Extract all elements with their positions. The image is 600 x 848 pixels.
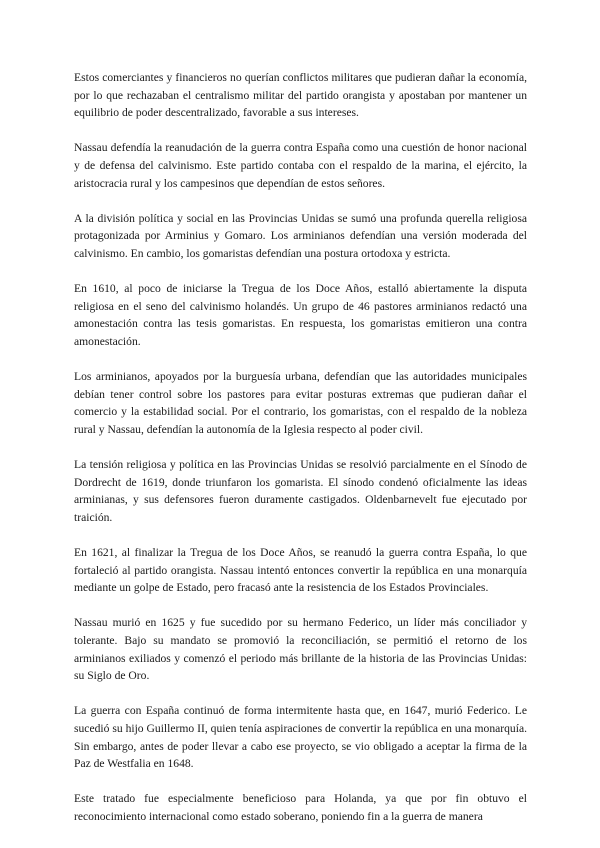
paragraph-2: Nassau defendía la reanudación de la guerra contra España como una cuestión de honor nacional y de defensa del calvinismo. Este partido contaba con el respaldo de la marina, el ejército, la aristocracia rural y los campesinos que dependían de estos señores. <box>74 141 527 190</box>
paragraph-1: Estos comerciantes y financieros no querían conflictos militares que pudieran dañar la economía, por lo que rechazaban el centralismo militar del partido orangista y apostaban por mantener un equilibrio de poder descentralizado, favorable a sus intereses. <box>74 71 527 120</box>
paragraph-3: A la división política y social en las Provincias Unidas se sumó una profunda querella religiosa protagonizada por Arminius y Gomaro. Los arminianos defendían una versión moderada del calvinismo. En cambio, los gomaristas defendían una postura ortodoxa y estricta. <box>74 211 527 260</box>
paragraph-10: Este tratado fue especialmente beneficioso para Holanda, ya que por fin obtuvo el reconocimiento internacional como estado soberano, poniendo fin a la guerra de manera <box>74 792 527 823</box>
paragraph-8: Nassau murió en 1625 y fue sucedido por su hermano Federico, un líder más conciliador y tolerante. Bajo su mandato se promovió la reconciliación, se permitió el retorno de los arminianos exiliados y comenzó el periodo más brillante de la historia de las Provincias Unidas: su Siglo de Oro. <box>74 616 527 683</box>
paragraph-7: En 1621, al finalizar la Tregua de los Doce Años, se reanudó la guerra contra España, lo que fortaleció al partido orangista. Nassau intentó entonces convertir la república en una monarquía mediante un golpe de Estado, pero fracasó ante la resistencia de los Estados Provinciales. <box>74 546 527 595</box>
paragraph-6: La tensión religiosa y política en las Provincias Unidas se resolvió parcialmente en el Sínodo de Dordrecht de 1619, donde triunfaron los gomarista. El sínodo condenó oficialmente las ideas arminianas, y sus defensores fueron duramente castigados. Oldenbarnevelt fue ejecutado por traición. <box>74 458 527 524</box>
paragraph-9: La guerra con España continuó de forma intermitente hasta que, en 1647, murió Federico. Le sucedió su hijo Guillermo II, quien tenía aspiraciones de convertir la república en una monarquía. Sin embargo, antes de poder llevar a cabo ese proyecto, se vio obligado a aceptar la firma de la Paz de Westfalia en 1648. <box>74 704 527 771</box>
paragraph-4: En 1610, al poco de iniciarse la Tregua de los Doce Años, estalló abiertamente la disputa religiosa en el seno del calvinismo holandés. Un grupo de 46 pastores arminianos redactó una amonestación contra las tesis gomaristas. En respuesta, los gomaristas emitieron una contra amonestación. <box>74 282 527 348</box>
document-body <box>74 69 527 843</box>
paragraph-5: Los arminianos, apoyados por la burguesía urbana, defendían que las autoridades municipales debían tener control sobre los pastores para evitar posturas extremas que pudieran dañar el comercio y la estabilidad social. Por el contrario, los gomaristas, con el respaldo de la nobleza rural y Nassau, defendían la autonomía de la Iglesia respecto al poder civil. <box>74 370 527 436</box>
